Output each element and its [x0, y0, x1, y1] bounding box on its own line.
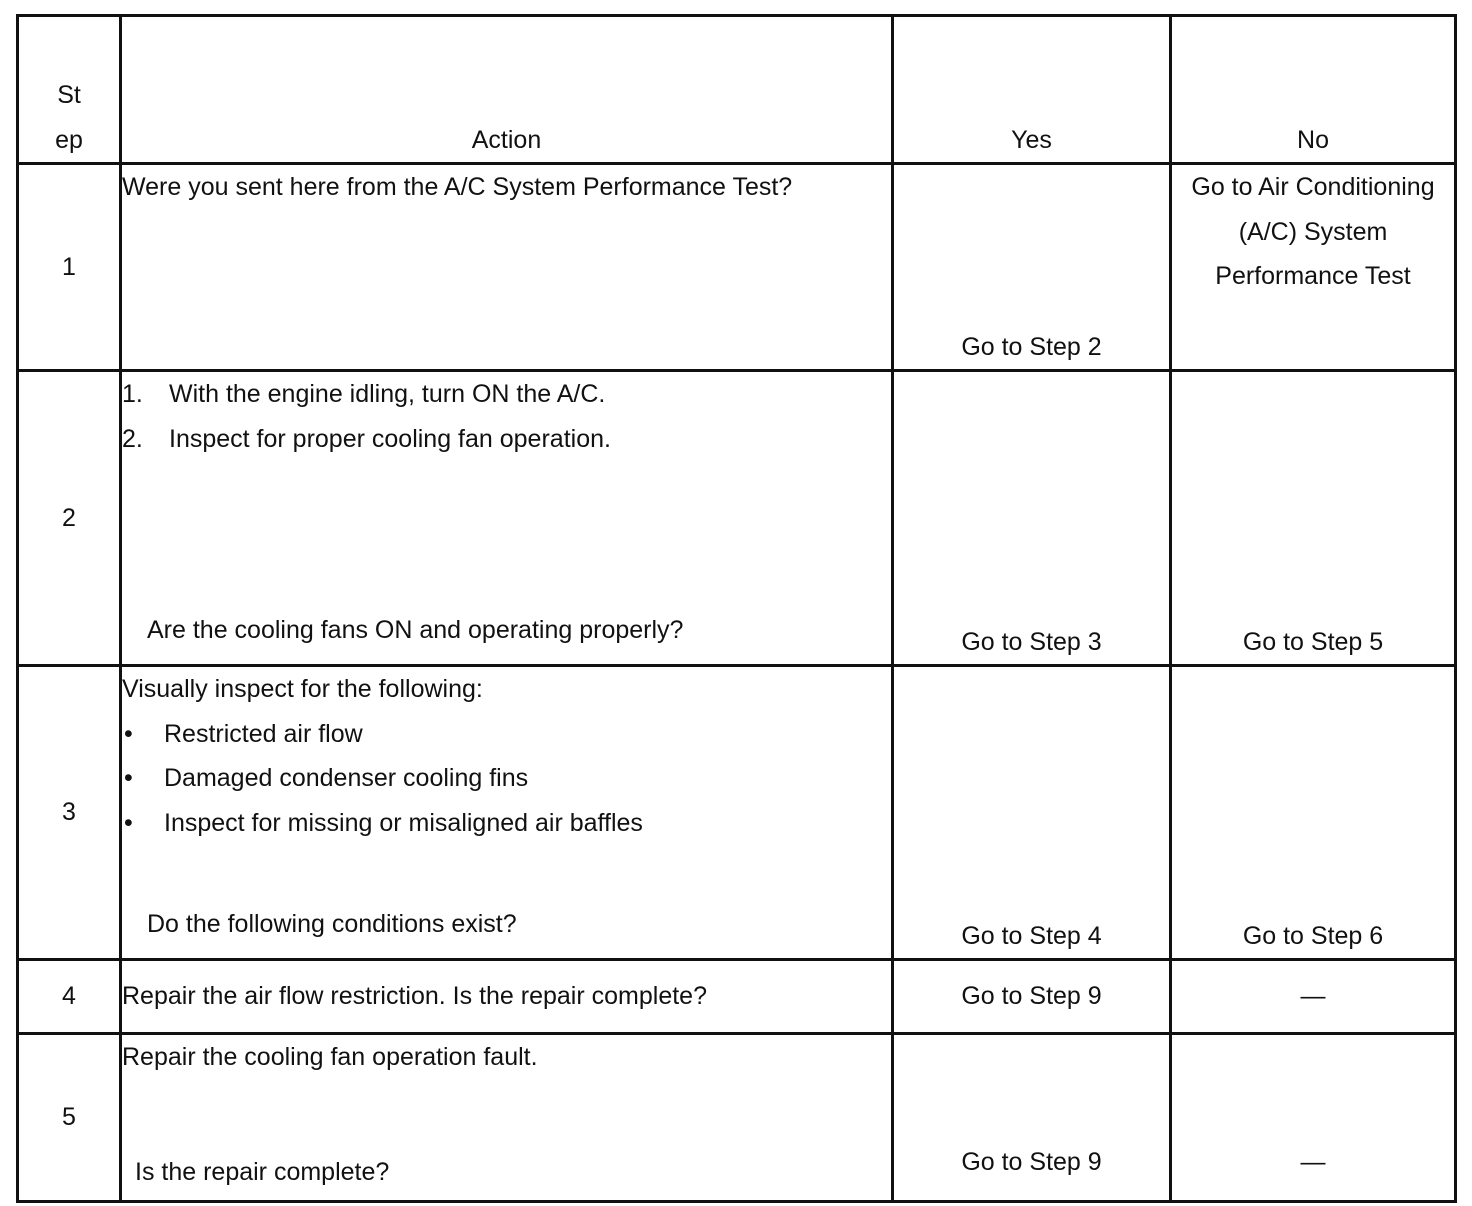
- step-number: 3: [18, 666, 121, 960]
- numbered-item: [122, 417, 891, 462]
- table-row: [18, 164, 1456, 371]
- bullet-item: [122, 756, 891, 801]
- yes-cell: Go to Step 9: [893, 960, 1171, 1034]
- step-number: 1: [18, 164, 121, 371]
- item-text: Inspect for missing or misaligned air baffles: [164, 808, 643, 837]
- item-number: 2.: [122, 424, 143, 453]
- yes-cell: Go to Step 3: [893, 371, 1171, 666]
- dash-icon: —: [1300, 1147, 1326, 1176]
- no-cell: Go to Step 6: [1171, 666, 1456, 960]
- no-cell: [1171, 960, 1456, 1034]
- item-text: With the engine idling, turn ON the A/C.: [169, 380, 606, 408]
- action-cell: [121, 164, 893, 371]
- item-number: 1.: [122, 380, 143, 408]
- table-row: [18, 1034, 1456, 1202]
- header-no: No: [1171, 16, 1456, 164]
- item-text: Inspect for proper cooling fan operation.: [169, 424, 611, 453]
- bullet-icon: •: [124, 808, 133, 837]
- step-number: 2: [18, 371, 121, 666]
- yes-cell: Go to Step 4: [893, 666, 1171, 960]
- table-row: [18, 960, 1456, 1034]
- no-cell: Go to Air Conditioning (A/C) System Performance Test: [1171, 164, 1456, 371]
- bullet-icon: •: [124, 719, 133, 748]
- item-text: Restricted air flow: [164, 719, 363, 748]
- yes-cell: Go to Step 9: [893, 1034, 1171, 1202]
- numbered-item: [122, 372, 891, 417]
- question-text: Are the cooling fans ON and operating properly?: [147, 615, 684, 644]
- action-text: Repair the air flow restriction. Is the repair complete?: [122, 982, 707, 1011]
- action-intro: Visually inspect for the following:: [122, 675, 483, 703]
- header-yes: Yes: [893, 16, 1171, 164]
- header-step-line2: ep: [55, 125, 83, 154]
- header-step-line1: St: [57, 81, 81, 109]
- action-cell: [121, 666, 893, 960]
- item-text: Damaged condenser cooling fins: [164, 764, 529, 792]
- action-cell: [121, 1034, 893, 1202]
- no-cell: Go to Step 5: [1171, 371, 1456, 666]
- header-step: [18, 16, 121, 164]
- header-action: Action: [121, 16, 893, 164]
- bullet-item: [122, 801, 891, 846]
- step-number: 4: [18, 960, 121, 1034]
- table-row: [18, 371, 1456, 666]
- header-row: [18, 16, 1456, 164]
- table-row: [18, 666, 1456, 960]
- step-number: 5: [18, 1034, 121, 1202]
- diagnostic-table: [16, 14, 1457, 1203]
- bullet-item: [122, 712, 891, 757]
- question-text: Is the repair complete?: [135, 1157, 390, 1186]
- no-cell: [1171, 1034, 1456, 1202]
- action-cell: [121, 371, 893, 666]
- bullet-icon: •: [124, 764, 133, 792]
- action-text: Were you sent here from the A/C System Performance Test?: [122, 173, 793, 201]
- yes-cell: Go to Step 2: [893, 164, 1171, 371]
- action-cell: [121, 960, 893, 1034]
- action-text: Repair the cooling fan operation fault.: [122, 1043, 538, 1071]
- question-text: Do the following conditions exist?: [147, 909, 517, 938]
- dash-icon: —: [1300, 982, 1326, 1011]
